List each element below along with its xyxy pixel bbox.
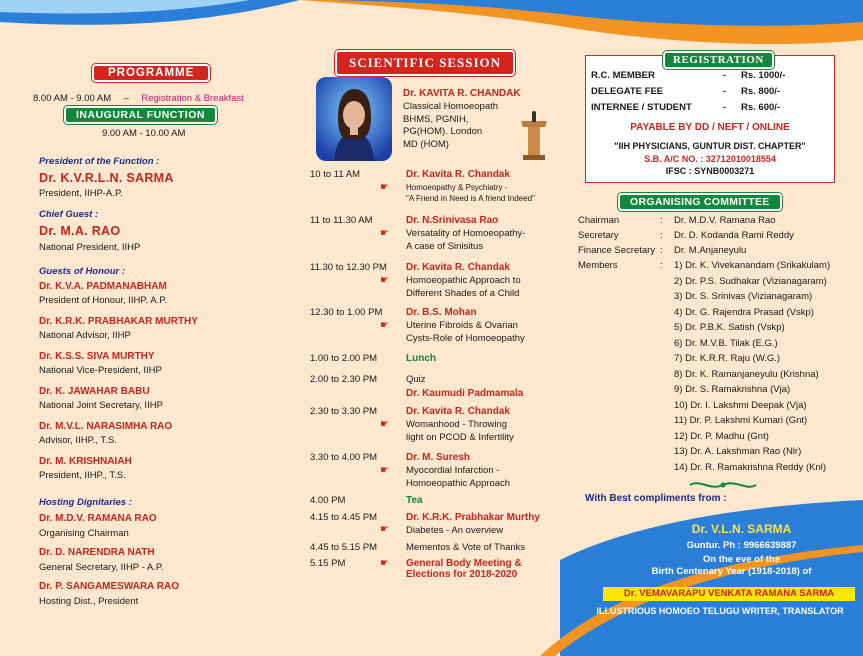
- schedule-speaker: Dr. Kavita R. Chandak: [406, 262, 510, 273]
- guest-name: Dr. K. JAWAHAR BABU: [39, 386, 150, 397]
- member-item: 11) Dr. P. Lakshmi Kumari (Gnt): [674, 415, 808, 426]
- footer-line3: ILLUSTRIOUS HOMOEO TELUGU WRITER, TRANSLATOR: [596, 606, 844, 616]
- hosting-entry: [39, 547, 299, 581]
- fee-row: [591, 70, 655, 81]
- member-item: 2) Dr. P.S. Sudhakar (Vizianagaram): [674, 275, 827, 287]
- president-role: President, IIHP-A.P.: [39, 188, 123, 199]
- president-name: Dr. K.V.R.L.N. SARMA: [39, 171, 174, 185]
- guests-list: [39, 281, 299, 491]
- fee-row: [591, 102, 692, 113]
- compliments-text: With Best compliments from :: [585, 493, 727, 504]
- fee-amount: Rs. 800/-: [741, 86, 781, 97]
- guest-role: Advisor, IIHP., T.S.: [39, 435, 117, 446]
- officer-sep: :: [660, 215, 663, 226]
- guest-name: Dr. M. KRISHNAIAH: [39, 456, 132, 467]
- schedule-time: 4.15 to 4.45 PM: [310, 512, 378, 523]
- guest-entry: [39, 281, 299, 316]
- hosting-role: Organising Chairman: [39, 528, 129, 539]
- guest-name: Dr. K.V.A. PADMANABHAM: [39, 281, 167, 292]
- members-sep: :: [660, 260, 663, 271]
- registration-dash: –: [123, 93, 129, 104]
- schedule-topic: Cysts-Role of Homoeopathy: [406, 332, 525, 344]
- member-item: 8) Dr. K. Ramanjaneyulu (Krishna): [674, 368, 819, 380]
- schedule-activity: Quiz: [406, 374, 426, 385]
- fee-label: DELEGATE FEE: [591, 86, 664, 97]
- fee-label: R.C. MEMBER: [591, 70, 655, 81]
- schedule-topic: A case of Sinisitus: [406, 240, 484, 252]
- bio-line: Classical Homoeopath: [403, 101, 499, 112]
- fee-dash: -: [723, 70, 727, 81]
- hand-pointer-icon: ☛: [380, 320, 389, 331]
- footer-line2: Birth Centenary Year (1918-2018) of: [651, 566, 812, 577]
- officer-name: Dr. M.D.V. Ramana Rao: [674, 215, 776, 226]
- guest-role: President of Honour, IIHP. A.P.: [39, 295, 167, 306]
- footer-line1: On the eve of the: [702, 554, 781, 565]
- fee-amount: Rs. 600/-: [741, 102, 781, 113]
- schedule-time: 10 to 11 AM: [310, 169, 360, 180]
- schedule-topic: light on PCOD & Infertility: [406, 431, 514, 443]
- fee-label: INTERNEE / STUDENT: [591, 102, 692, 113]
- schedule-time: 2.30 to 3.30 PM: [310, 406, 378, 417]
- hosting-role: Hosting Dist., President: [39, 596, 139, 607]
- guest-entry: [39, 351, 299, 386]
- schedule-time: 4.45 to 5.15 PM: [310, 542, 378, 553]
- hosting-name: Dr. M.D.V. RAMANA RAO: [39, 513, 157, 524]
- guest-name: Dr. M.V.L. NARASIMHA RAO: [39, 421, 173, 432]
- fee-amount: Rs. 1000/-: [741, 70, 786, 81]
- schedule-speaker: Dr. Kavita R. Chandak: [406, 169, 510, 180]
- ornament-divider: [688, 479, 758, 491]
- schedule-speaker: Dr. K.R.K. Prabhakar Murthy: [406, 512, 540, 523]
- registration-title: REGISTRATION: [663, 51, 774, 69]
- officer-sep: :: [660, 230, 663, 241]
- schedule-topic: Homoeopathic Approach: [406, 477, 511, 489]
- registration-time: 8.00 AM - 9.00 AM: [33, 93, 112, 104]
- chief-guest-name: Dr. M.A. RAO: [39, 224, 121, 238]
- schedule-speaker: Elections for 2018-2020: [406, 569, 518, 580]
- hand-pointer-icon: ☛: [380, 275, 389, 286]
- hand-pointer-icon: ☛: [380, 465, 389, 476]
- member-item: 9) Dr. S. Ramakrishna (Vja): [674, 384, 791, 395]
- inaugural-title: INAUGURAL FUNCTION: [64, 106, 217, 124]
- member-item: 14) Dr. R. Ramakrishna Reddy (Knl): [674, 461, 827, 473]
- speaker-portrait: [316, 77, 392, 161]
- payable-text: PAYABLE BY DD / NEFT / ONLINE: [630, 122, 790, 133]
- account-number: S.B. A/C NO. : 32712010018554: [644, 154, 776, 164]
- hosting-entry: [39, 513, 299, 547]
- inaugural-time: 9.00 AM - 10.00 AM: [102, 128, 186, 139]
- guest-entry: [39, 316, 299, 351]
- guest-role: National Joint Secretary, IIHP: [39, 400, 163, 411]
- schedule-topic: Uterine Fibroids & Ovarian: [406, 320, 518, 331]
- schedule-topic: Homoeopathic Approach to: [406, 275, 521, 286]
- session-title: SCIENTIFIC SESSION: [335, 50, 515, 76]
- footer-city-phone: Guntur. Ph : 9966639887: [686, 540, 797, 551]
- schedule-time: 11.30 to 12.30 PM: [310, 262, 387, 273]
- officer-role: Finance Secretary: [578, 245, 656, 256]
- registration-box: [585, 55, 835, 183]
- schedule-topic: Homoeopathy & Psychiatry -: [406, 183, 508, 192]
- bio-line: BHMS, PGNIH,: [403, 113, 469, 125]
- chief-guest-label: Chief Guest :: [39, 209, 99, 220]
- committee-list: [578, 215, 858, 480]
- schedule-time: 12.30 to 1.00 PM: [310, 307, 383, 318]
- schedule-topic: Myocordial Infarction -: [406, 465, 500, 476]
- schedule-speaker: General Body Meeting &: [406, 558, 522, 569]
- member-item: 10) Dr. I. Lakshmi Deepak (Vja): [674, 399, 807, 411]
- guest-role: National Vice-President, IIHP: [39, 365, 162, 376]
- member-item: 4) Dr. G. Rajendra Prasad (Vskp): [674, 306, 814, 318]
- bio-line: MD (HOM): [403, 138, 449, 150]
- hand-pointer-icon: ☛: [380, 182, 389, 193]
- schedule-speaker: Dr. B.S. Mohan: [406, 307, 477, 318]
- schedule-time: 3.30 to 4.00 PM: [310, 452, 378, 463]
- schedule-topic: Diabetes - An overview: [406, 525, 504, 536]
- schedule-time: 4.00 PM: [310, 495, 346, 506]
- schedule-break: Tea: [406, 495, 423, 506]
- schedule-break: Lunch: [406, 353, 436, 364]
- officer-role: Secretary: [578, 230, 619, 241]
- hand-pointer-icon: ☛: [380, 419, 389, 430]
- officer-role: Chairman: [578, 215, 620, 226]
- programme-title: PROGRAMME: [92, 64, 210, 82]
- president-label: President of the Function :: [39, 156, 160, 167]
- hosting-role: General Secretary, IIHP - A.P.: [39, 562, 164, 573]
- chief-guest-role: National President, IIHP: [39, 242, 141, 253]
- schedule-speaker: Dr. Kavita R. Chandak: [406, 406, 510, 417]
- fee-row: [591, 86, 663, 97]
- members-label: Members: [578, 260, 618, 271]
- member-item: 6) Dr. M.V.B. Tilak (E.G.): [674, 337, 778, 349]
- schedule-topic: Different Shades of a Child: [406, 287, 520, 299]
- podium-icon: [515, 111, 553, 161]
- guest-entry: [39, 421, 299, 456]
- schedule-speaker: Dr. M. Suresh: [406, 452, 470, 463]
- member-item: 1) Dr. K. Vivekanandam (Srikakulam): [674, 260, 831, 271]
- schedule-time: 2.00 to 2.30 PM: [310, 374, 378, 385]
- guest-entry: [39, 456, 299, 491]
- schedule-speaker: Dr. Kaumudi Padmamala: [406, 387, 524, 399]
- schedule: [310, 169, 575, 639]
- guests-label: Guests of Honour :: [39, 266, 126, 277]
- member-item: 5) Dr. P.B.K. Satish (Vskp): [674, 322, 785, 333]
- schedule-topic: "A Friend in Need is A friend Indeed": [406, 194, 535, 203]
- member-item: 13) Dr. A. Lakshman Rao (Nlr): [674, 446, 802, 457]
- officer-name: Dr. M.Anjaneyulu: [674, 245, 747, 256]
- committee-title: ORGANISING COMMITTEE: [618, 193, 782, 211]
- hosting-list: [39, 513, 299, 615]
- footer-highlight: Dr. VEMAVARAPU VENKATA RAMANA SARMA: [603, 587, 855, 601]
- schedule-speaker: Dr. N.Srinivasa Rao: [406, 215, 499, 226]
- hosting-name: Dr. D. NARENDRA NATH: [39, 547, 155, 558]
- fee-dash: -: [723, 102, 727, 113]
- schedule-time: 5.15 PM: [310, 558, 346, 569]
- footer-name: Dr. V.L.N. SARMA: [691, 522, 792, 536]
- middle-column: [310, 45, 575, 645]
- officer-name: Dr. D. Kodanda Rami Reddy: [674, 230, 794, 241]
- schedule-topic: Mementos & Vote of Thanks: [406, 542, 526, 553]
- schedule-time: 1.00 to 2.00 PM: [310, 353, 378, 364]
- schedule-time: 11 to 11.30 AM: [310, 215, 373, 226]
- hand-pointer-icon: ☛: [380, 228, 389, 239]
- hand-pointer-icon: ☛: [380, 524, 389, 535]
- guest-name: Dr. K.R.K. PRABHAKAR MURTHY: [39, 316, 198, 327]
- account-name: "IIH PHYSICIANS, GUNTUR DIST. CHAPTER": [614, 141, 806, 151]
- bio-name: Dr. KAVITA R. CHANDAK: [403, 88, 521, 99]
- hosting-name: Dr. P. SANGAMESWARA RAO: [39, 581, 180, 592]
- bio-line: PG(HOM). London: [403, 126, 483, 137]
- hand-pointer-icon: ☛: [380, 558, 389, 569]
- member-item: 7) Dr. K.R.R. Raju (W.G.): [674, 353, 781, 364]
- schedule-topic: Versatality of Homoeopathy-: [406, 228, 526, 239]
- hosting-entry: [39, 581, 299, 615]
- guest-role: President, IIHP., T.S.: [39, 470, 126, 481]
- member-item: 3) Dr. S. Srinivas (Vizianagaram): [674, 291, 813, 302]
- ifsc-code: IFSC : SYNB0003271: [665, 166, 755, 176]
- fee-dash: -: [723, 86, 727, 97]
- guest-entry: [39, 386, 299, 421]
- schedule-topic: Womanhood - Throwing: [406, 419, 508, 430]
- member-item: 12) Dr. P. Madhu (Gnt): [674, 430, 769, 442]
- guest-role: National Advisor, IIHP: [39, 330, 131, 341]
- registration-text: Registration & Breakfast: [141, 93, 244, 104]
- guest-name: Dr. K.S.S. SIVA MURTHY: [39, 351, 155, 362]
- hosting-label: Hosting Dignitaries :: [39, 497, 132, 508]
- officer-sep: :: [660, 245, 663, 256]
